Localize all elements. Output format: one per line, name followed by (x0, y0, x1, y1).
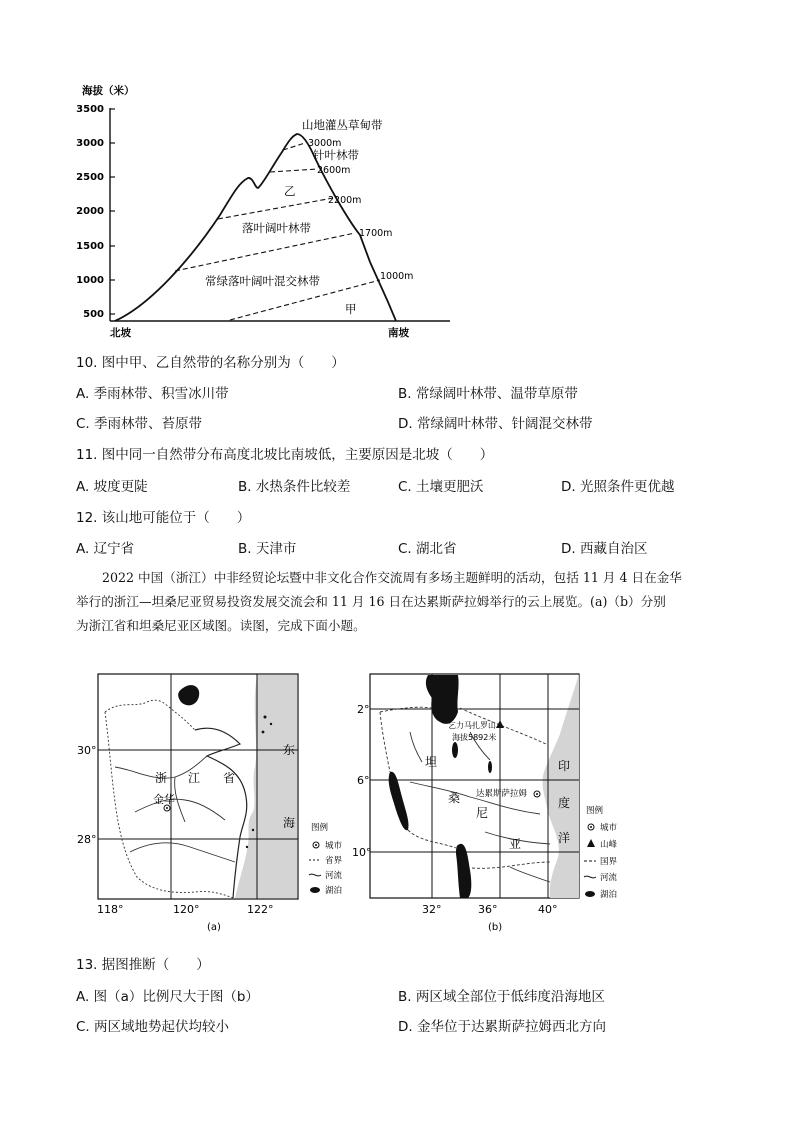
legend-peak: 山峰 (600, 840, 618, 850)
question-11-option-c[interactable]: C. 土壤更肥沃 (398, 479, 484, 495)
lat-label: 28° (77, 833, 97, 846)
lon-label: 122° (247, 903, 274, 916)
question-10-option-d[interactable]: D. 常绿阔叶林带、针阔混交林带 (398, 416, 593, 432)
kilimanjaro-altitude: 海拔5892米 (452, 733, 497, 742)
legend-boundary: 省界 (325, 856, 343, 866)
map-caption: (b) (488, 922, 503, 933)
legend-peak-icon (587, 839, 595, 847)
y-tick-label: 2500 (76, 172, 104, 183)
y-tick-label: 1000 (76, 275, 104, 286)
question-10-option-a[interactable]: A. 季雨林带、积雪冰川带 (76, 386, 229, 402)
boundary-2200 (218, 198, 333, 219)
legend-boundary: 国界 (600, 857, 618, 867)
boundary-1700 (175, 233, 355, 271)
jinhua-label: 金华 (153, 793, 175, 806)
lat-label: 30° (77, 744, 97, 757)
y-tick-label: 2000 (76, 206, 104, 217)
map-label-ni: 尼 (476, 806, 489, 820)
legend-lake: 湖泊 (600, 890, 618, 900)
kilimanjaro-label: 乞力马扎罗山 (448, 721, 496, 730)
dar-es-salaam-label: 达累斯萨拉姆 (476, 789, 528, 799)
lat-label: 10° (352, 846, 372, 859)
question-12-option-b[interactable]: B. 天津市 (238, 541, 297, 557)
east-sea-area (257, 675, 297, 898)
question-10-stem: 10. 图中甲、乙自然带的名称分别为（ ） (76, 355, 345, 371)
lon-label: 120° (173, 903, 200, 916)
x-label-south: 南坡 (388, 327, 409, 339)
boundary-2600 (270, 169, 318, 172)
legend-city: 城市 (325, 841, 343, 851)
question-12-option-c[interactable]: C. 湖北省 (398, 541, 457, 557)
legend-river: 河流 (600, 873, 618, 883)
legend-lake-icon (585, 891, 595, 897)
zone-label-conifer: 针叶林带 (313, 148, 359, 162)
passage-line: 为浙江省和坦桑尼亚区域图。读图，完成下面小题。 (76, 618, 366, 633)
map-a-zhejiang (75, 672, 343, 934)
question-12-option-a[interactable]: A. 辽宁省 (76, 541, 135, 557)
y-tick-label: 3500 (76, 104, 104, 115)
map-label-jiang: 江 (188, 771, 201, 785)
question-11-stem: 11. 图中同一自然带分布高度北坡比南坡低，主要原因是北坡（ ） (76, 447, 494, 463)
question-12-option-d[interactable]: D. 西藏自治区 (561, 541, 648, 557)
legend-river-icon (309, 874, 321, 876)
zone-label-jia: 甲 (345, 302, 357, 316)
question-13-option-c[interactable]: C. 两区域地势起伏均较小 (76, 1019, 230, 1035)
y-tick-label: 1500 (76, 241, 104, 252)
question-13-option-d[interactable]: D. 金华位于达累斯萨拉姆西北方向 (398, 1019, 606, 1035)
map-label-sang: 桑 (448, 791, 461, 805)
y-axis-title: 海拔（米） (82, 85, 135, 97)
zone-label-deciduous: 落叶阔叶林带 (242, 221, 311, 235)
lon-label: 32° (422, 903, 442, 916)
question-10-option-c[interactable]: C. 季雨林带、苔原带 (76, 416, 203, 432)
map-label-hai: 海 (283, 816, 296, 830)
map-label-du: 度 (558, 796, 571, 810)
y-tick-label: 3000 (76, 138, 104, 149)
lon-label: 40° (538, 903, 558, 916)
x-label-north: 北坡 (110, 327, 131, 339)
map-caption: (a) (207, 922, 221, 933)
question-13-option-b[interactable]: B. 两区域全部位于低纬度沿海地区 (398, 989, 605, 1005)
altitude-label: 2600m (317, 165, 351, 176)
question-11-option-b[interactable]: B. 水热条件比较差 (238, 479, 351, 495)
question-13-option-a[interactable]: A. 图（a）比例尺大于图（b） (76, 989, 259, 1005)
zone-label-yi: 乙 (284, 184, 296, 198)
y-ticks (110, 109, 115, 314)
legend-city: 城市 (600, 823, 618, 833)
question-11-option-a[interactable]: A. 坡度更陡 (76, 479, 148, 495)
altitude-label: 2200m (328, 195, 362, 206)
question-10-option-b[interactable]: B. 常绿阔叶林带、温带草原带 (398, 386, 578, 402)
y-tick-label: 500 (83, 309, 104, 320)
lat-label: 6° (357, 774, 370, 787)
passage (76, 566, 736, 638)
passage-line: 2022 中国（浙江）中非经贸论坛暨中非文化合作交流周有多场主题鲜明的活动，包括 11 月 4 日在金华 (102, 570, 682, 585)
lat-label: 2° (357, 703, 370, 716)
question-12-stem: 12. 该山地可能位于（ ） (76, 510, 251, 526)
map-label-ya: 亚 (509, 837, 522, 851)
legend-lake: 湖泊 (325, 886, 343, 896)
map-label-yang: 洋 (558, 831, 571, 845)
legend-lake-icon (310, 887, 320, 893)
map-label-zhe: 浙 (155, 771, 168, 785)
legend-title: 图例 (586, 806, 604, 816)
map-label-dong: 东 (283, 743, 296, 757)
passage-line: 举行的浙江—坦桑尼亚贸易投资发展交流会和 11 月 16 日在达累斯萨拉姆举行的云上展览。(a)（b）分别 (76, 594, 666, 609)
zone-label-mixed: 常绿落叶阔叶混交林带 (205, 274, 320, 288)
altitude-label: 1000m (380, 271, 414, 282)
map-label-tan: 坦 (425, 755, 438, 769)
altitude-label: 3000m (308, 138, 342, 149)
map-b-tanzania (350, 672, 640, 934)
legend-river: 河流 (325, 871, 343, 881)
lon-label: 36° (478, 903, 498, 916)
lon-label: 118° (97, 903, 124, 916)
question-11-option-d[interactable]: D. 光照条件更优越 (561, 479, 675, 495)
map-label-sheng: 省 (223, 771, 236, 785)
question-13-stem: 13. 据图推断（ ） (76, 957, 210, 973)
altitude-zone-chart (70, 80, 460, 342)
map-label-yin: 印 (558, 759, 571, 773)
zone-label-shrub-meadow: 山地灌丛草甸带 (302, 118, 383, 132)
legend-title: 图例 (311, 823, 329, 833)
altitude-label: 1700m (359, 228, 393, 239)
legend-river-icon (584, 876, 596, 878)
